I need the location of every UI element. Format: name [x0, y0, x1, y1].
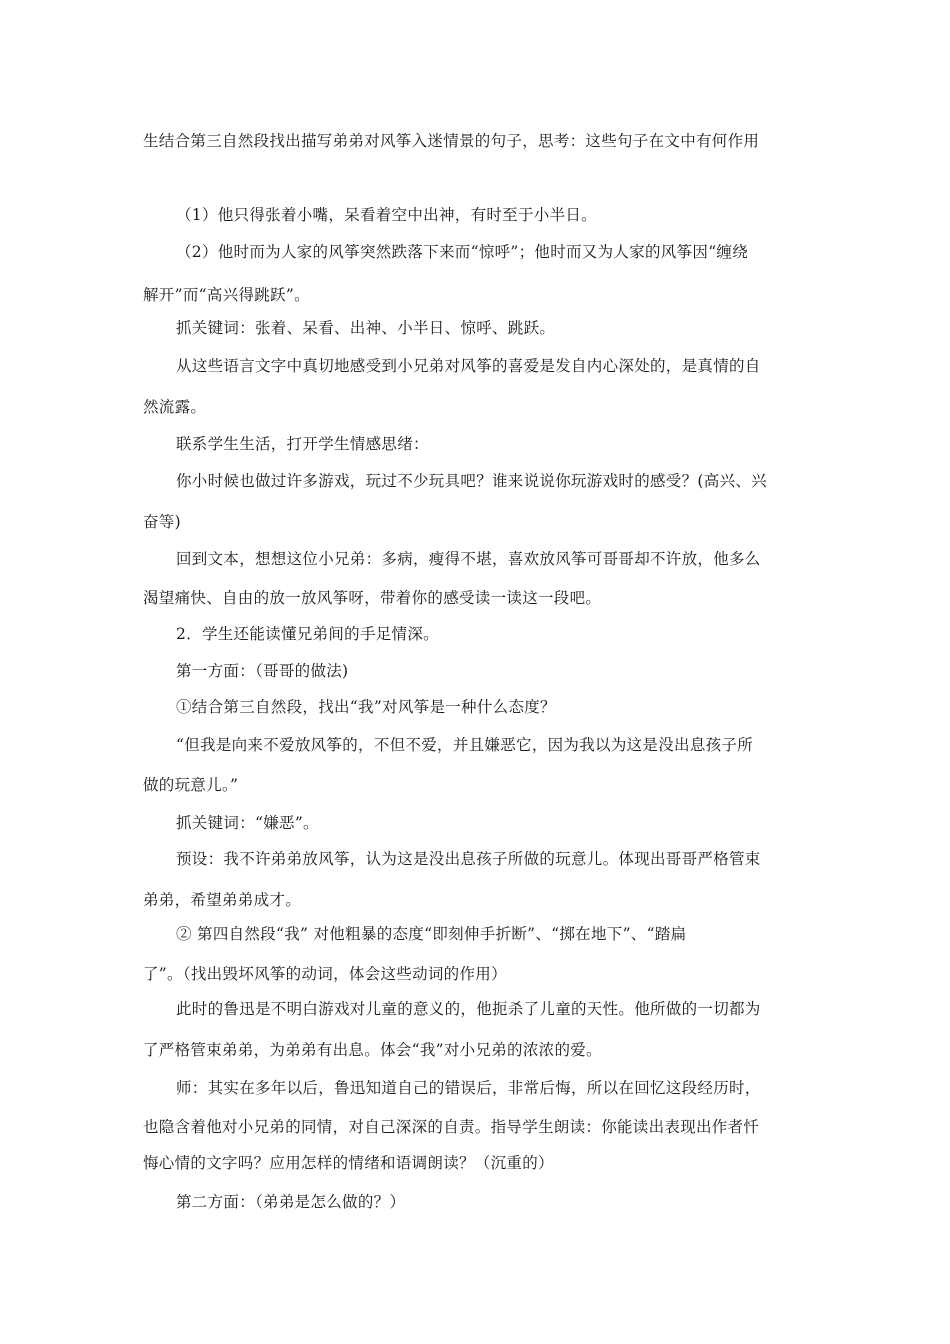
text-line: 第一方面：（哥哥的做法): [176, 662, 349, 680]
text-line: 渴望痛快、自由的放一放风筝呀，带着你的感受读一读这一段吧。: [143, 589, 602, 607]
text-line: 解开”而“高兴得跳跃”。: [143, 286, 310, 304]
text-line: “但我是向来不爱放风筝的，不但不爱，并且嫌恶它，因为我以为这是没出息孩子所: [176, 736, 754, 754]
text-line: 联系学生生活，打开学生情感思绪：: [176, 435, 429, 453]
text-line: 预设：我不许弟弟放风筝，认为这是没出息孩子所做的玩意儿。体现出哥哥严格管束: [176, 850, 761, 868]
text-line: 奋等): [143, 513, 181, 531]
text-line: 悔心情的文字吗？应用怎样的情绪和语调朗读？（沉重的）: [143, 1154, 554, 1172]
text-line: 师：其实在多年以后，鲁迅知道自己的错误后，非常后悔，所以在回忆这段经历时，: [176, 1079, 761, 1097]
text-line: 从这些语言文字中真切地感受到小兄弟对风筝的喜爱是发自内心深处的，是真情的自: [176, 357, 761, 375]
text-line: 抓关键词：张着、呆看、出神、小半日、惊呼、跳跃。: [176, 319, 556, 337]
text-line: 然流露。: [143, 398, 207, 416]
text-line: 也隐含着他对小兄弟的同情，对自己深深的自责。指导学生朗读：你能读出表现出作者忏: [143, 1118, 760, 1136]
text-line: 做的玩意儿。”: [143, 776, 239, 794]
text-line: 了”。（找出毁坏风筝的动词，体会这些动词的作用）: [143, 965, 507, 983]
text-line: 第二方面：（弟弟是怎么做的？）: [176, 1193, 406, 1211]
text-line: 你小时候也做过许多游戏，玩过不少玩具吧？谁来说说你玩游戏时的感受？(高兴、兴: [176, 472, 767, 490]
text-line: ①结合第三自然段，找出“我”对风筝是一种什么态度？: [176, 698, 556, 716]
text-line: 回到文本，想想这位小兄弟：多病，瘦得不堪，喜欢放风筝可哥哥却不许放，他多么: [176, 550, 761, 568]
text-line: （1）他只得张着小嘴，呆看着空中出神，有时至于小半日。: [176, 206, 597, 224]
text-line: 2．学生还能读懂兄弟间的手足情深。: [176, 625, 439, 643]
text-line: 抓关键词：“嫌恶”。: [176, 814, 319, 832]
text-line: 了严格管束弟弟，为弟弟有出息。体会“我”对小兄弟的浓浓的爱。: [143, 1041, 602, 1059]
text-line: 此时的鲁迅是不明白游戏对儿童的意义的，他扼杀了儿童的天性。他所做的一切都为: [176, 1000, 761, 1018]
text-line: 生结合第三自然段找出描写弟弟对风筝入迷情景的句子，思考：这些句子在文中有何作用: [143, 132, 760, 150]
text-line: ② 第四自然段“我” 对他粗暴的态度“即刻伸手折断”、“掷在地下”、“踏扁: [176, 925, 687, 943]
text-line: 弟弟，希望弟弟成才。: [143, 891, 302, 909]
text-line: （2）他时而为人家的风筝突然跌落下来而“惊呼”；他时而又为人家的风筝因“缠绕: [176, 243, 749, 261]
